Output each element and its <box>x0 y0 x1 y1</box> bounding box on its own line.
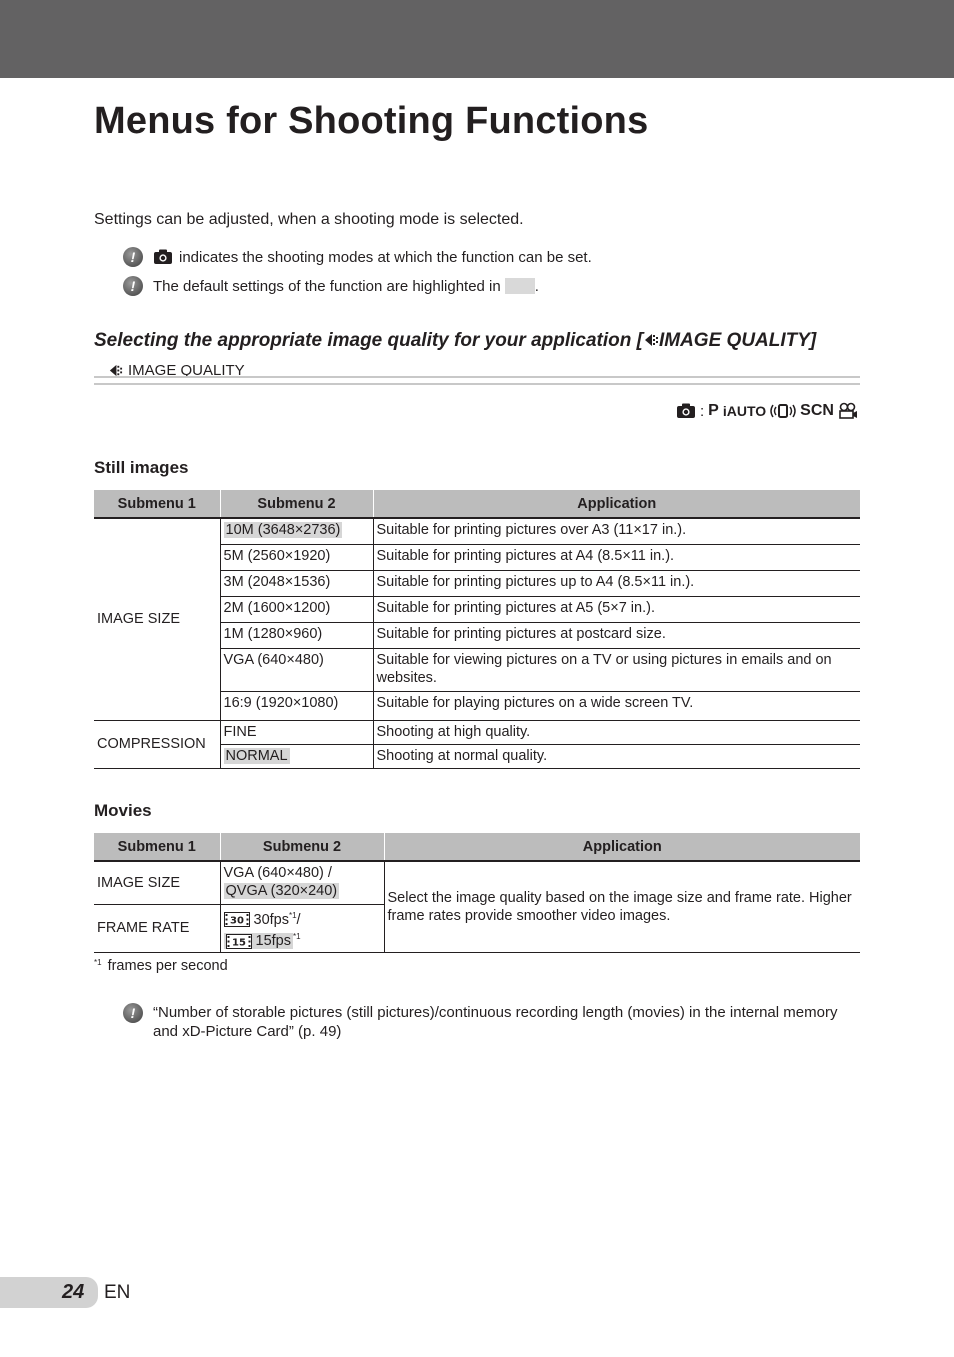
note-defaults <box>123 276 539 296</box>
submenu2-cell: 2M (1600×1200) <box>220 596 373 622</box>
application-cell: Suitable for printing pictures at A4 (8.5×11 in.). <box>373 544 860 570</box>
section-heading-label: IMAGE QUALITY] <box>658 330 817 351</box>
note-text: The default settings of the function are highlighted in <box>153 277 501 295</box>
column-header: Submenu 1 <box>94 833 220 861</box>
bottom-note-text: “Number of storable pictures (still pictures)/continuous recording length (movies) in the internal memory and xD-Picture Card” (p. 49) <box>153 1004 838 1040</box>
application-cell: Suitable for printing pictures at postcard size. <box>373 622 860 648</box>
image-quality-icon <box>643 332 659 348</box>
column-header: Application <box>384 833 860 861</box>
submenu2-cell: NORMAL <box>220 744 373 768</box>
menu-path-text: IMAGE QUALITY <box>128 362 245 379</box>
movies-heading: Movies <box>94 801 152 820</box>
submenu2-cell: VGA (640×480) <box>220 648 373 691</box>
warning-icon: ! <box>123 247 143 267</box>
warning-icon: ! <box>123 276 143 296</box>
warning-icon: ! <box>123 1003 143 1023</box>
still-images-table <box>94 490 860 769</box>
column-header: Submenu 2 <box>220 490 373 518</box>
submenu2-cell: 3M (2048×1536) <box>220 570 373 596</box>
footnote: $^{*1}$ frames per second <box>94 958 228 974</box>
page-number: 24 <box>62 1281 85 1303</box>
frame-rate-15-icon <box>226 934 252 949</box>
table-row <box>94 720 860 744</box>
submenu2-cell: 1M (1280×960) <box>220 622 373 648</box>
section-heading-text: Selecting the appropriate image quality for your application [ <box>94 330 643 351</box>
table-header-row <box>94 490 860 518</box>
mode-iauto: iAUTO <box>722 403 767 419</box>
submenu2-cell: 30 30fps$^{*1}$/ 15 15fps $^{*1}$ <box>220 904 384 953</box>
movies-table <box>94 833 860 953</box>
submenu2-cell: 10M (3648×2736) <box>220 518 373 544</box>
movie-icon <box>838 402 858 420</box>
page-language: EN <box>104 1282 131 1303</box>
section-heading <box>94 330 816 352</box>
submenu1-cell: FRAME RATE <box>94 904 220 953</box>
frame-rate-icon-label: 15 <box>231 937 246 949</box>
submenu1-cell: IMAGE SIZE <box>94 518 220 720</box>
column-header: Submenu 2 <box>220 833 384 861</box>
table-row <box>94 518 860 544</box>
mode-icons <box>676 402 858 420</box>
submenu2-cell: 5M (2560×1920) <box>220 544 373 570</box>
camera-icon <box>153 249 173 265</box>
submenu1-cell: IMAGE SIZE <box>94 861 220 904</box>
table-row <box>94 861 860 904</box>
application-cell: Suitable for printing pictures at A5 (5×7 in.). <box>373 596 860 622</box>
note-modes <box>123 247 592 267</box>
application-cell: Shooting at high quality. <box>373 720 860 744</box>
submenu2-cell: VGA (640×480) / QVGA (320×240) <box>220 861 384 904</box>
submenu1-cell: COMPRESSION <box>94 720 220 768</box>
frame-rate-30-icon <box>224 912 250 927</box>
divider <box>94 376 860 385</box>
submenu2-cell: FINE <box>220 720 373 744</box>
application-cell: Suitable for viewing pictures on a TV or using pictures in emails and on websites. <box>373 648 860 691</box>
application-cell: Shooting at normal quality. <box>373 744 860 768</box>
application-cell: Suitable for printing pictures up to A4 (8.5×11 in.). <box>373 570 860 596</box>
mode-scn: SCN <box>800 402 834 419</box>
note-period: . <box>534 277 539 295</box>
frame-rate-icon-label: 30 <box>229 915 244 927</box>
column-header: Application <box>373 490 860 518</box>
anti-shake-icon <box>770 403 796 419</box>
mode-p: P <box>708 402 719 419</box>
table-header-row <box>94 833 860 861</box>
mode-separator: : <box>700 402 705 420</box>
camera-icon <box>676 403 696 419</box>
highlight-swatch <box>505 278 535 294</box>
submenu2-cell: 16:9 (1920×1080) <box>220 691 373 720</box>
still-images-heading: Still images <box>94 458 189 477</box>
bottom-note <box>123 1003 843 1041</box>
page-title: Menus for Shooting Functions <box>94 100 649 142</box>
column-header: Submenu 1 <box>94 490 220 518</box>
note-text: indicates the shooting modes at which the function can be set. <box>179 248 592 266</box>
application-cell: Suitable for playing pictures on a wide screen TV. <box>373 691 860 720</box>
highlighted-option: 15 15fps <box>224 933 293 949</box>
application-cell: Suitable for printing pictures over A3 (11×17 in.). <box>373 518 860 544</box>
intro-text: Settings can be adjusted, when a shooting mode is selected. <box>94 211 524 228</box>
application-cell: Select the image quality based on the image size and frame rate. Higher frame rates provide smoother video images. <box>384 861 860 953</box>
top-banner <box>0 0 954 78</box>
